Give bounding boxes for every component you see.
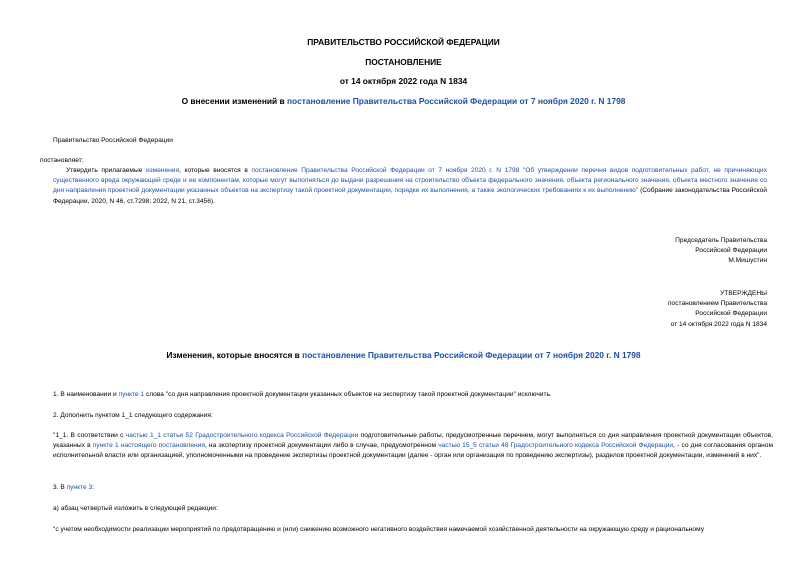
document-date-number: от 14 октября 2022 года N 1834 (339, 76, 468, 86)
p1-text-2: , которые вносятся в (179, 167, 252, 174)
approval-line-1: УТВЕРЖДЕНЫ (720, 290, 767, 297)
signature-line-3: М.Мишустин (728, 257, 767, 265)
government-title: ПРАВИТЕЛЬСТВО РОССИЙСКОЙ ФЕДЕРАЦИИ (307, 37, 500, 47)
item-1-text-2: слова "со дня направления проектной документации указанных объектов на экспертизу такой проектной документации" исключить. (144, 391, 552, 398)
p1-text-1: Утвердить прилагаемые (66, 167, 146, 174)
item-3 (53, 483, 94, 493)
approval-line-4: от 14 октября 2022 года N 1834 (670, 320, 767, 328)
quote-1-text-2: подготовительные работы, предусмотренные перечнем, могут выполняться со дня направления проектной документации объектов, указанных в (53, 432, 773, 450)
link-resolution-title[interactable]: "Об утверждении перечня видов подготовительных работ, не причиняющих существенного вреда окружающей среде и ее компонентам, которые могут выполняться до выдачи разрешения на строительство объекта федерального значения, объекта регионального значения, объекта местного значения со дня направления проектной документации указанных объектов на экспертизу такой проектной документации, порядке их выполнения, а также экологических требованиях к их выполнению" (53, 167, 767, 195)
link-resolution-1798[interactable]: постановление Правительства Российской Федерации от 7 ноября 2020 г. N 1798 (251, 167, 520, 174)
signature-line-2: Российской Федерации (695, 247, 767, 255)
changes-title-prefix: Изменения, которые вносятся в (166, 350, 303, 360)
item-3-text-2: : (92, 484, 94, 491)
p1-text-3: (Собрание законодательства Российской Федерации, 2020, N 46, ст.7298; 2022, N 21, ст.3456). (53, 187, 767, 205)
quote-1-text-4: , - со дня согласования органом исполнительной власти или организацией, уполномоченными на проведение экспертизы проектной документации (далее - орган или организация по проведению экспертизы), разделов проектной документации, изменений в них". (53, 442, 773, 460)
changes-title (0, 350, 807, 361)
quote-1-text-1: "1_1. В соответствии с (53, 432, 126, 439)
document-title (0, 96, 807, 107)
approval-line-3: Российской Федерации (695, 310, 767, 318)
item-3-text-1: 3. В (53, 484, 67, 491)
quote-1-text-3: , на экспертизу проектной документации либо в случае, предусмотренном (204, 442, 439, 450)
link-article-52[interactable]: частью 1_1 статьи 52 Градостроительного кодекса Российской Федерации (125, 432, 359, 439)
link-point-3[interactable]: пункте 3 (66, 484, 93, 491)
changes-title-link[interactable]: постановление Правительства Российской Федерации от 7 ноября 2020 г. N 1798 (302, 350, 641, 360)
document-title-prefix: О внесении изменений в (181, 96, 287, 106)
item-1 (53, 390, 552, 400)
link-point-1-resolution[interactable]: пункте 1 настоящего постановления (92, 442, 205, 450)
signature-line-1: Председатель Правительства (675, 237, 767, 244)
signature-block (675, 236, 767, 267)
quote-1-1 (53, 431, 773, 462)
decides-text: постановляет: (40, 157, 84, 164)
issuer-text: Правительство Российской Федерации (53, 137, 173, 144)
document-type: ПОСТАНОВЛЕНИЕ (365, 57, 442, 67)
preamble-paragraph (53, 166, 767, 207)
link-article-48[interactable]: частью 15_5 статьи 48 Градостроительного кодекса Российской Федерации (438, 442, 674, 450)
approval-line-2: постановлением Правительства (667, 300, 767, 308)
item-2: 2. Дополнить пунктом 1_1 следующего содержания: (53, 412, 213, 419)
link-point-1[interactable]: пункте 1 (118, 391, 145, 398)
quote-2: "с учетом необходимости реализации мероприятий по предотвращению и (или) снижению возможного негативного воздействия намечаемой хозяйственной деятельности на окружающую среду и рациональному (53, 526, 705, 533)
link-changes[interactable]: изменения (145, 167, 180, 174)
title-link-resolution-1798[interactable]: постановление Правительства Российской Федерации от 7 ноября 2020 г. N 1798 (287, 96, 626, 106)
item-3a: а) абзац четвертый изложить в следующей редакции: (53, 505, 218, 512)
approval-block (668, 289, 767, 330)
item-1-text-1: 1. В наименовании и (53, 391, 119, 398)
